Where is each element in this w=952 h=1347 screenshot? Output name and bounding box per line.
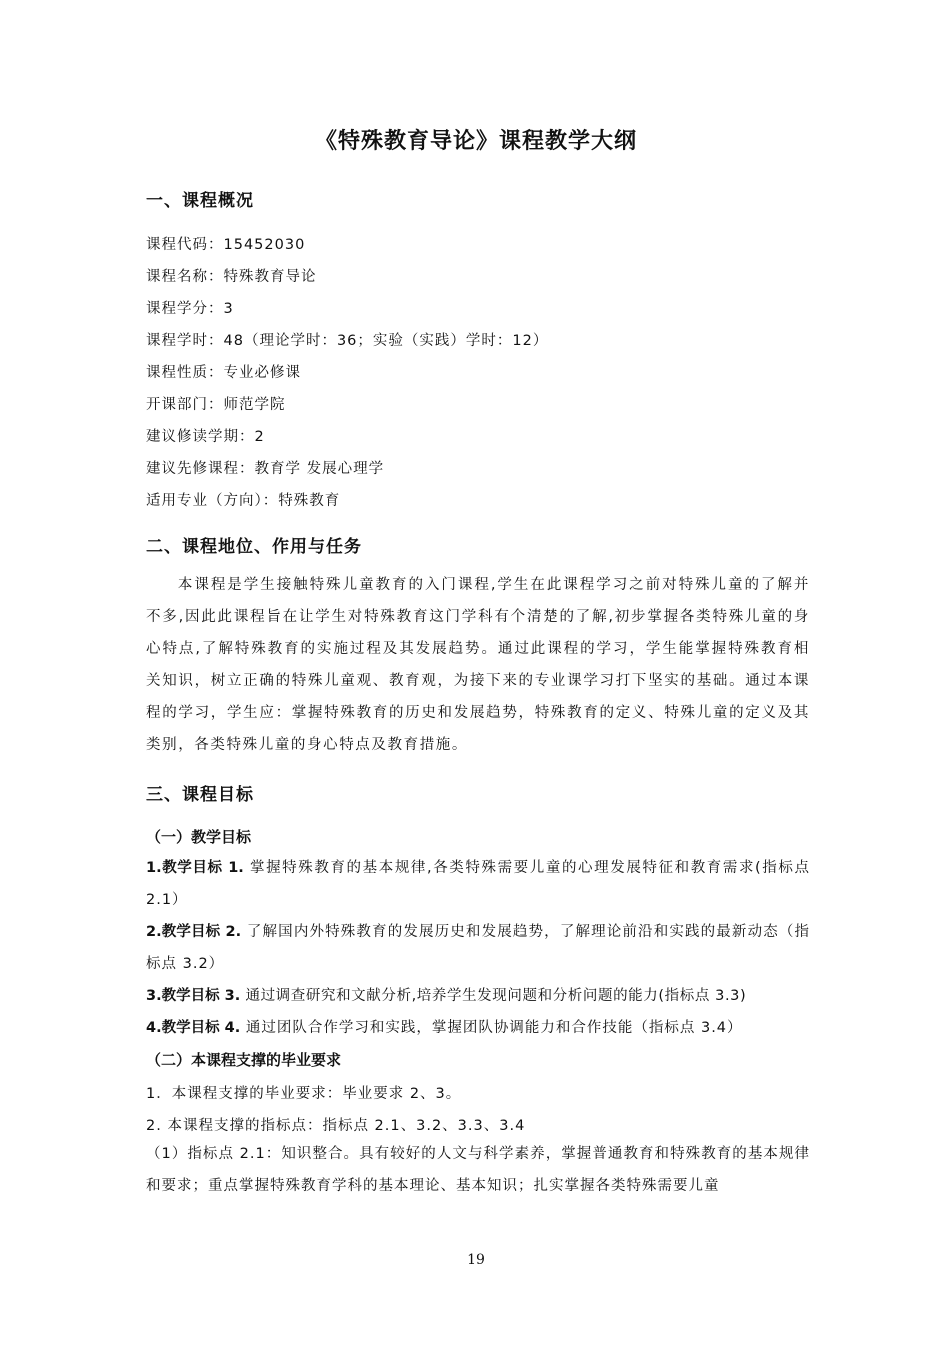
subheading-graduation-requirements: （二）本课程支撑的毕业要求 [146,1051,342,1069]
goal-text: 了解国内外特殊教育的发展历史和发展趋势，了解理论前沿和实践的最新动态（指标点 3.2） [146,924,811,972]
goal-label: 2.教学目标 2. [146,924,242,940]
teaching-goal-4 [146,1012,810,1044]
section-heading-overview: 一、课程概况 [146,191,254,211]
info-hours: 课程学时：48（理论学时：36；实验（实践）学时：12） [146,333,549,349]
section-heading-objectives: 三、课程目标 [146,785,254,805]
goal-label: 3.教学目标 3. [146,988,241,1004]
goal-label: 1.教学目标 1. [146,860,244,876]
info-semester: 建议修读学期：2 [146,429,265,445]
goal-label: 4.教学目标 4. [146,1020,241,1036]
info-credits: 课程学分：3 [146,301,234,317]
role-paragraph: 本课程是学生接触特殊儿童教育的入门课程,学生在此课程学习之前对特殊儿童的了解并不多,因此此课程旨在让学生对特殊教育这门学科有个清楚的了解,初步掌握各类特殊儿童的身心特点,了解特殊教育的实施过程及其发展趋势。通过此课程的学习，学生能掌握特殊教育相关知识，树立正确的特殊儿童观、教育观，为接下来的专业课学习打下坚实的基础。通过本课程的学习，学生应：掌握特殊教育的历史和发展趋势，特殊教育的定义、特殊儿童的定义及其类别，各类特殊儿童的身心特点及教育措施。 [146,577,810,753]
goal-text: 通过团队合作学习和实践，掌握团队协调能力和合作技能（指标点 3.4） [245,1020,743,1036]
requirement-2: 2. 本课程支撑的指标点：指标点 2.1、3.2、3.3、3.4 [146,1118,526,1134]
requirement-indicator-2-1: （1）指标点 2.1：知识整合。具有较好的人文与科学素养，掌握普通教育和特殊教育的基本规律和要求；重点掌握特殊教育学科的基本理论、基本知识；扎实掌握各类特殊需要儿童 [146,1146,810,1194]
section-heading-role: 二、课程地位、作用与任务 [146,537,362,557]
teaching-goal-1 [146,852,810,916]
goal-text: 掌握特殊教育的基本规律,各类特殊需要儿童的心理发展特征和教育需求(指标点 2.1） [146,860,810,908]
teaching-goal-2 [146,916,810,980]
info-course-name: 课程名称：特殊教育导论 [146,269,317,285]
page-number: 19 [467,1252,485,1268]
info-course-code: 课程代码：15452030 [146,237,306,253]
teaching-goal-3 [146,980,810,1012]
document-title: 《特殊教育导论》课程教学大纲 [314,128,637,154]
info-nature: 课程性质：专业必修课 [146,365,301,381]
info-major: 适用专业（方向）：特殊教育 [146,493,341,509]
info-department: 开课部门：师范学院 [146,397,286,413]
subheading-teaching-goals: （一）教学目标 [146,828,252,846]
info-prerequisites: 建议先修课程：教育学 发展心理学 [146,461,385,477]
goal-text: 通过调查研究和文献分析,培养学生发现问题和分析问题的能力(指标点 3.3) [245,988,747,1004]
requirement-1: 1．本课程支撑的毕业要求：毕业要求 2、3。 [146,1086,462,1102]
